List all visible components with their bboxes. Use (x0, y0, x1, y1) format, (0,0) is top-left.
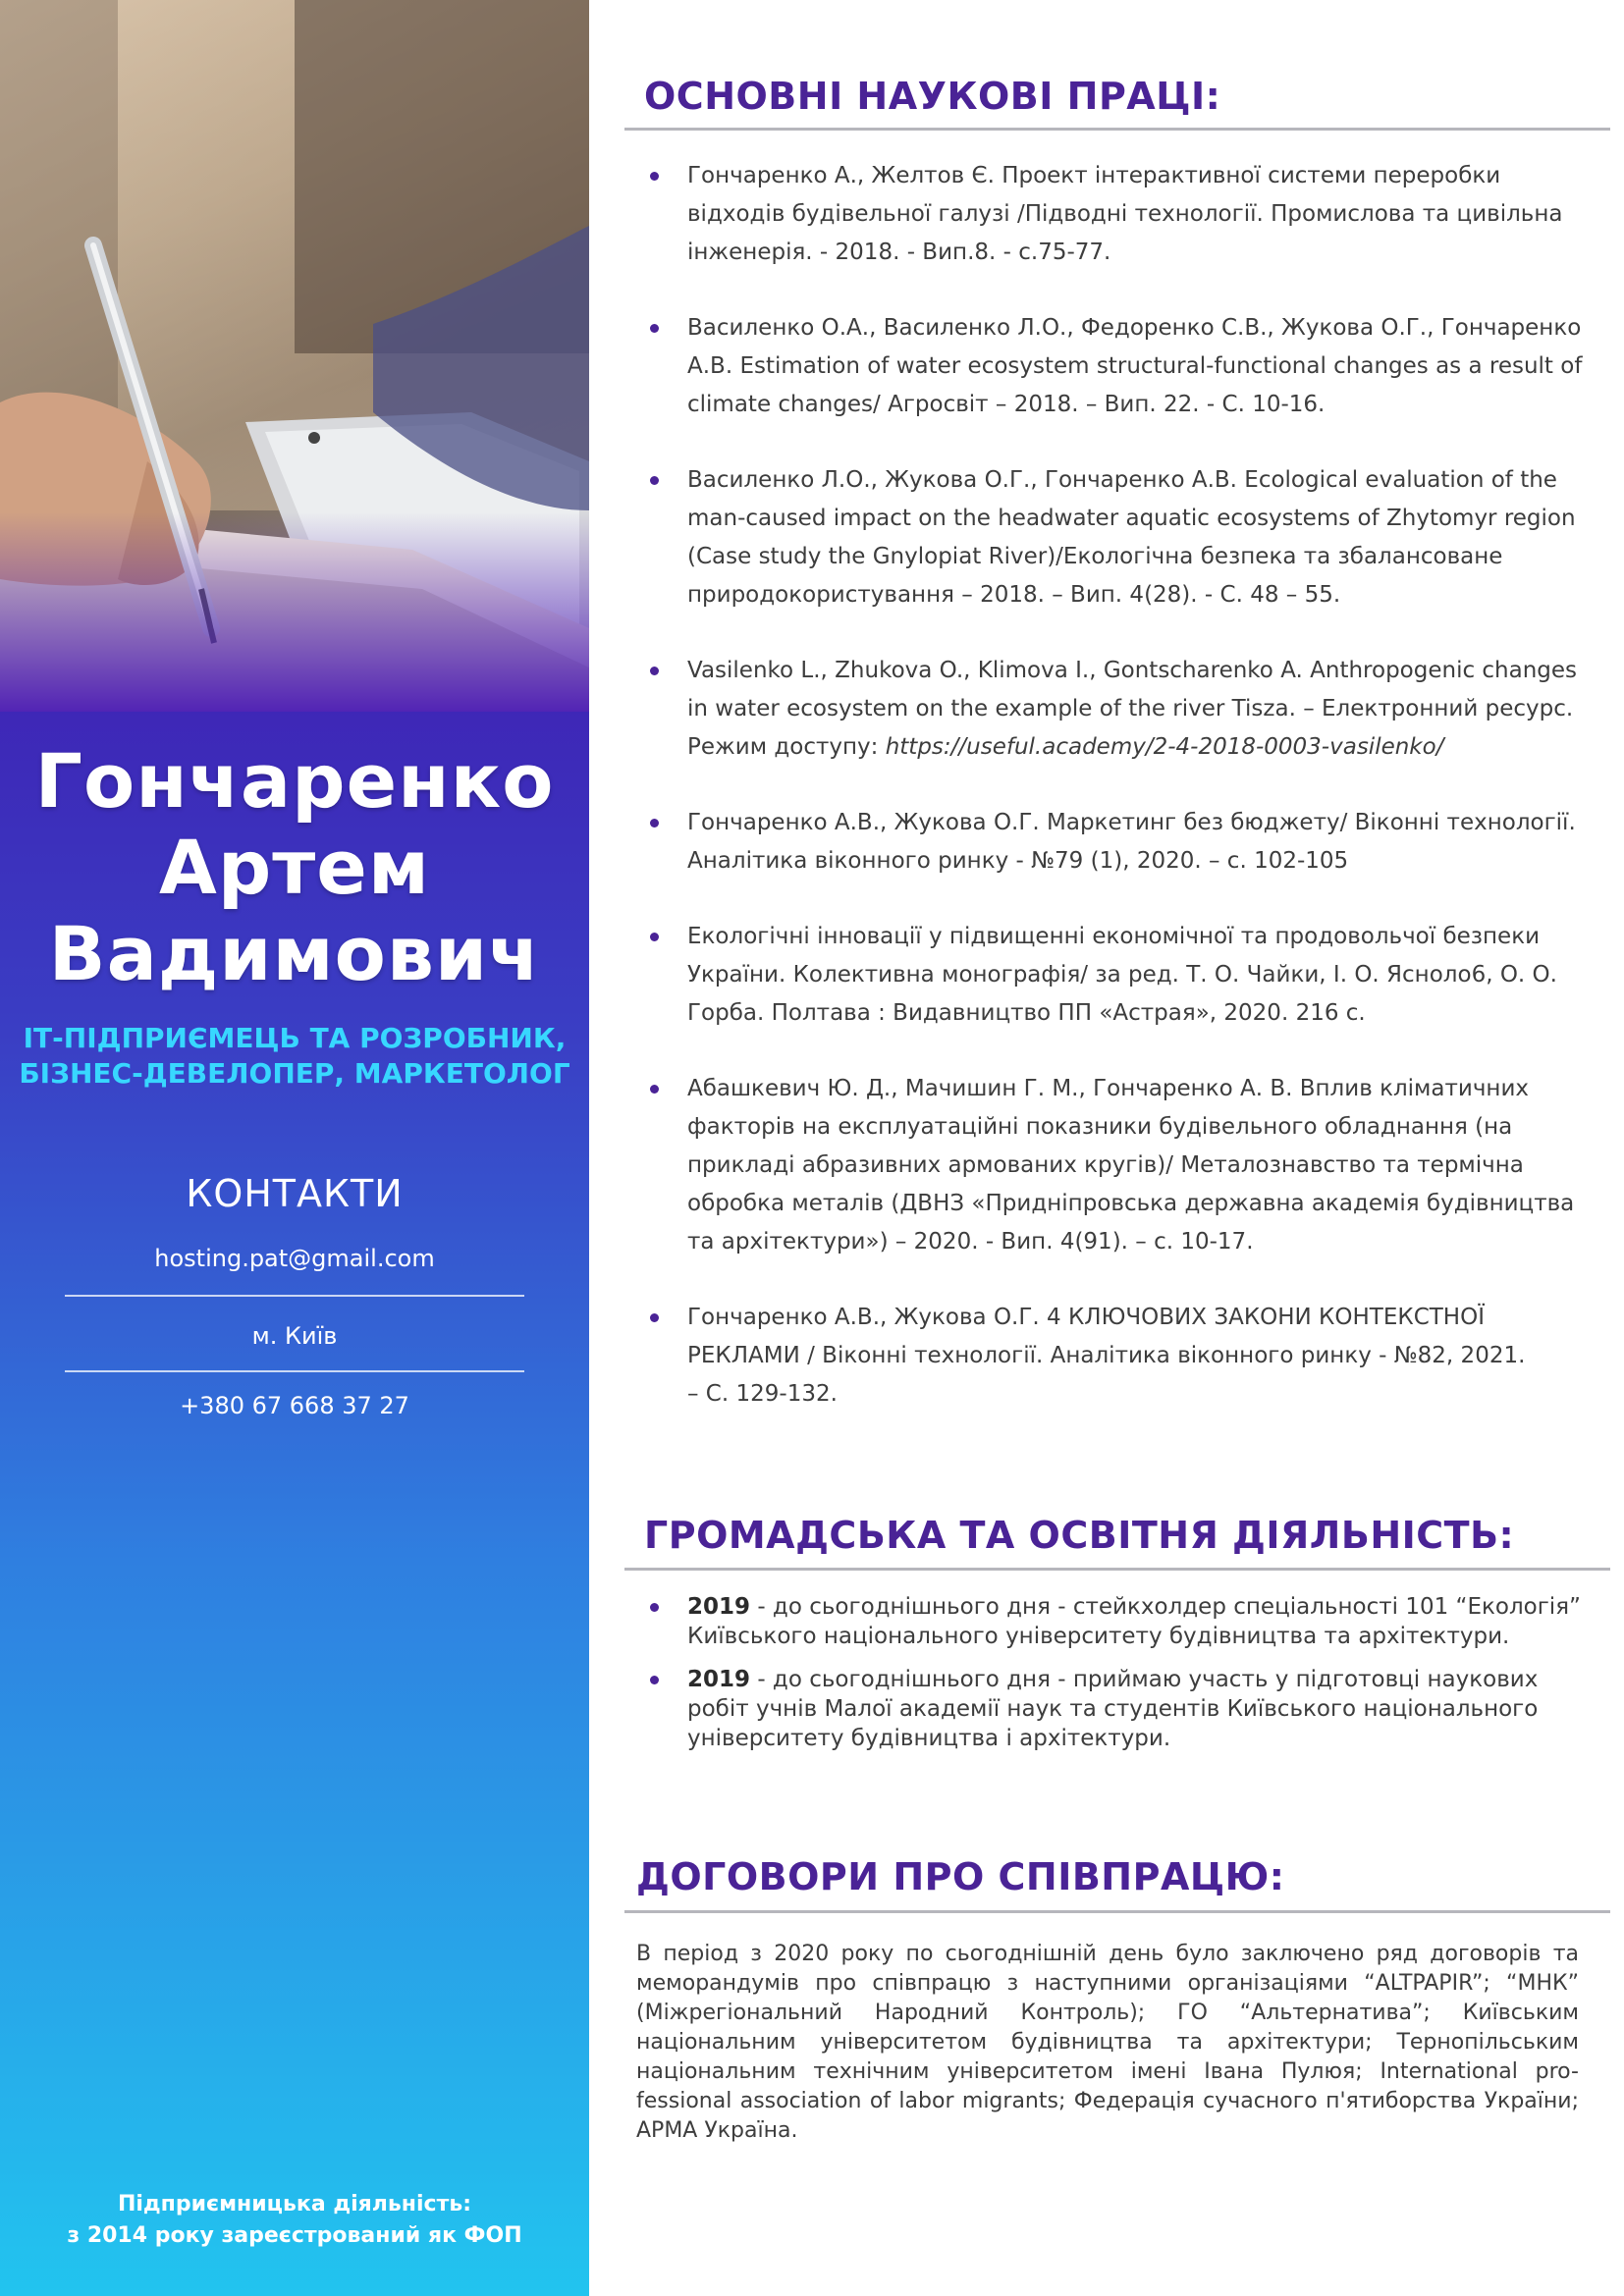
entrepreneur-note-line: з 2014 року зареєстрований як ФОП (67, 2223, 522, 2248)
photo-illustration (0, 0, 589, 712)
publication-item (624, 309, 1606, 424)
role-line: БІЗНЕС-ДЕВЕЛОПЕР, МАРКЕТОЛОГ (19, 1057, 570, 1090)
publication-line: відходів будівельної галузі /Підводні технології. Промислова та цивільна (687, 201, 1563, 227)
publication-line: Василенко Л.О., Жукова О.Г., Гончаренко А.В. Ecological evaluation of the (687, 467, 1557, 493)
person-role (0, 1021, 589, 1092)
publication-item (624, 652, 1606, 767)
agreements-heading: ДОГОВОРИ ПРО СПІВПРАЦЮ: (636, 1855, 1285, 1898)
person-name (0, 738, 589, 997)
publication-item (624, 461, 1606, 614)
contact-email[interactable]: hosting.pat@gmail.com (154, 1245, 435, 1272)
publication-line: РЕКЛАМИ / Віконні технології. Аналітика віконного ринку - №82, 2021. (687, 1343, 1526, 1368)
activity-year: 2019 (687, 1594, 751, 1620)
publication-line: Екологічні інновації у підвищенні економічної та продовольчої безпеки (687, 924, 1541, 949)
publication-item (624, 157, 1606, 272)
entrepreneur-note (0, 2189, 589, 2252)
activity-line: робіт учнів Малої академії наук та студентів Київського національного (687, 1696, 1539, 1722)
publication-line: Гончаренко А., Желтов Є. Проект інтерактивної системи переробки (687, 163, 1501, 188)
publication-line: man-caused impact on the headwater aquatic ecosystems of Zhytomyr region (687, 506, 1576, 531)
publication-item (624, 918, 1606, 1033)
activities-heading: ГРОМАДСЬКА ТА ОСВІТНЯ ДІЯЛЬНІСТЬ: (644, 1514, 1515, 1557)
contact-divider (65, 1370, 524, 1372)
publication-item (624, 1070, 1606, 1261)
publication-line: climate changes/ Агросвіт – 2018. – Вип. 22. - С. 10-16. (687, 392, 1326, 417)
activity-text: - до сьогоднішнього дня - стейкхолдер спеціальності 101 “Екологія” (750, 1594, 1581, 1620)
activity-line (687, 1592, 1606, 1622)
section-divider (624, 1568, 1610, 1571)
publication-line: Гончаренко А.В., Жукова О.Г. 4 КЛЮЧОВИХ ЗАКОНИ КОНТЕКСТНОЇ (687, 1305, 1485, 1330)
publication-item (624, 1299, 1606, 1414)
publication-line: природокористування – 2018. – Вип. 4(28). - С. 48 – 55. (687, 582, 1341, 608)
hand-writing-photo (0, 0, 589, 712)
sidebar (0, 0, 589, 2296)
activities-list (624, 1592, 1606, 1767)
activity-line: Київського національного університету будівництва та архітектури. (687, 1624, 1510, 1649)
publication-line: факторів на експлуатаційні показники будівельного обладнання (на (687, 1114, 1513, 1140)
publication-line: обробка металів (ДВНЗ «Придніпровська державна академія будівництва (687, 1191, 1575, 1216)
publications-list (624, 157, 1606, 1451)
contact-divider (65, 1295, 524, 1297)
publication-line: України. Колективна монографія/ за ред. Т. О. Чайки, І. О. Ясноло6, О. О. (687, 962, 1557, 988)
publication-line: Василенко О.А., Василенко Л.О., Федоренко С.В., Жукова О.Г., Гончаренко (687, 315, 1582, 341)
activity-year: 2019 (687, 1667, 751, 1692)
publication-line: та архітектури») – 2020. - Вип. 4(91). – с. 10-17. (687, 1229, 1254, 1255)
access-label: Режим доступу: (687, 734, 886, 760)
contact-phone[interactable]: +380 67 668 37 27 (180, 1392, 409, 1419)
contact-city: м. Київ (251, 1322, 338, 1350)
publication-line: in water ecosystem on the example of the river Tisza. – Електронний ресурс. (687, 696, 1574, 721)
publication-line (687, 728, 1606, 767)
publication-line: Абашкевич Ю. Д., Мачишин Г. М., Гончаренко А. В. Вплив кліматичних (687, 1076, 1530, 1101)
entrepreneur-note-line: Підприємницька діяльність: (117, 2192, 472, 2216)
role-line: ІТ-ПІДПРИЄМЕЦЬ ТА РОЗРОБНИК, (23, 1022, 567, 1054)
main-content (589, 0, 1624, 2296)
publication-link[interactable]: https://useful.academy/2-4-2018-0003-vasilenko/ (885, 734, 1444, 760)
publication-line: Гончаренко А.В., Жукова О.Г. Маркетинг без бюджету/ Віконні технології. (687, 810, 1576, 835)
name-line: Артем (159, 824, 430, 911)
name-line: Гончаренко (34, 737, 555, 825)
publication-line: А.В. Estimation of water ecosystem structural-functional changes as a result of (687, 353, 1583, 379)
name-line: Вадимович (48, 910, 541, 997)
activity-line: університету будівництва і архітектури. (687, 1726, 1171, 1751)
activity-item (624, 1592, 1606, 1651)
publication-line: (Case study the Gnylopiat River)/Екологічна безпека та збалансоване (687, 544, 1503, 569)
activity-text: - до сьогоднішнього дня - приймаю участь у підготовці наукових (750, 1667, 1539, 1692)
publication-line: прикладі абразивних армованих кругів)/ Металознавство та термічна (687, 1152, 1524, 1178)
publication-line: Горба. Полтава : Видавництво ПП «Астрая», 2020. 216 с. (687, 1000, 1366, 1026)
publication-line: – С. 129-132. (687, 1381, 838, 1407)
section-divider (624, 128, 1610, 131)
publications-heading: ОСНОВНІ НАУКОВІ ПРАЦІ: (644, 75, 1221, 118)
publication-line: Vasilenko L., Zhukova O., Klimova I., Gontscharenko A. Anthropogenic changes (687, 658, 1578, 683)
section-divider (624, 1910, 1610, 1913)
agreements-text: В період з 2020 року по сьогоднішній день було заключено ряд договорів та меморандумів про співпрацю з наступними організаціями “ALTPAPIR”; “МНК” (Міжрегіональний Народний Контроль); ГО “Альтернатива”; Київським національним університетом будівництва та архітектури; Тернопільським національним технічним університетом імені Івана Пулюя; International pro- fessional association of labor migrants; Федерація сучасного п'ятиборства України; АРМА Україна. (636, 1942, 1579, 2143)
contacts-heading: КОНТАКТИ (186, 1172, 404, 1215)
publication-line: Аналітика віконного ринку - №79 (1), 2020. – с. 102-105 (687, 848, 1349, 874)
publication-item (624, 804, 1606, 881)
activity-item (624, 1665, 1606, 1753)
activity-line (687, 1665, 1606, 1694)
publication-line: інженерія. - 2018. - Вип.8. - с.75-77. (687, 240, 1111, 265)
